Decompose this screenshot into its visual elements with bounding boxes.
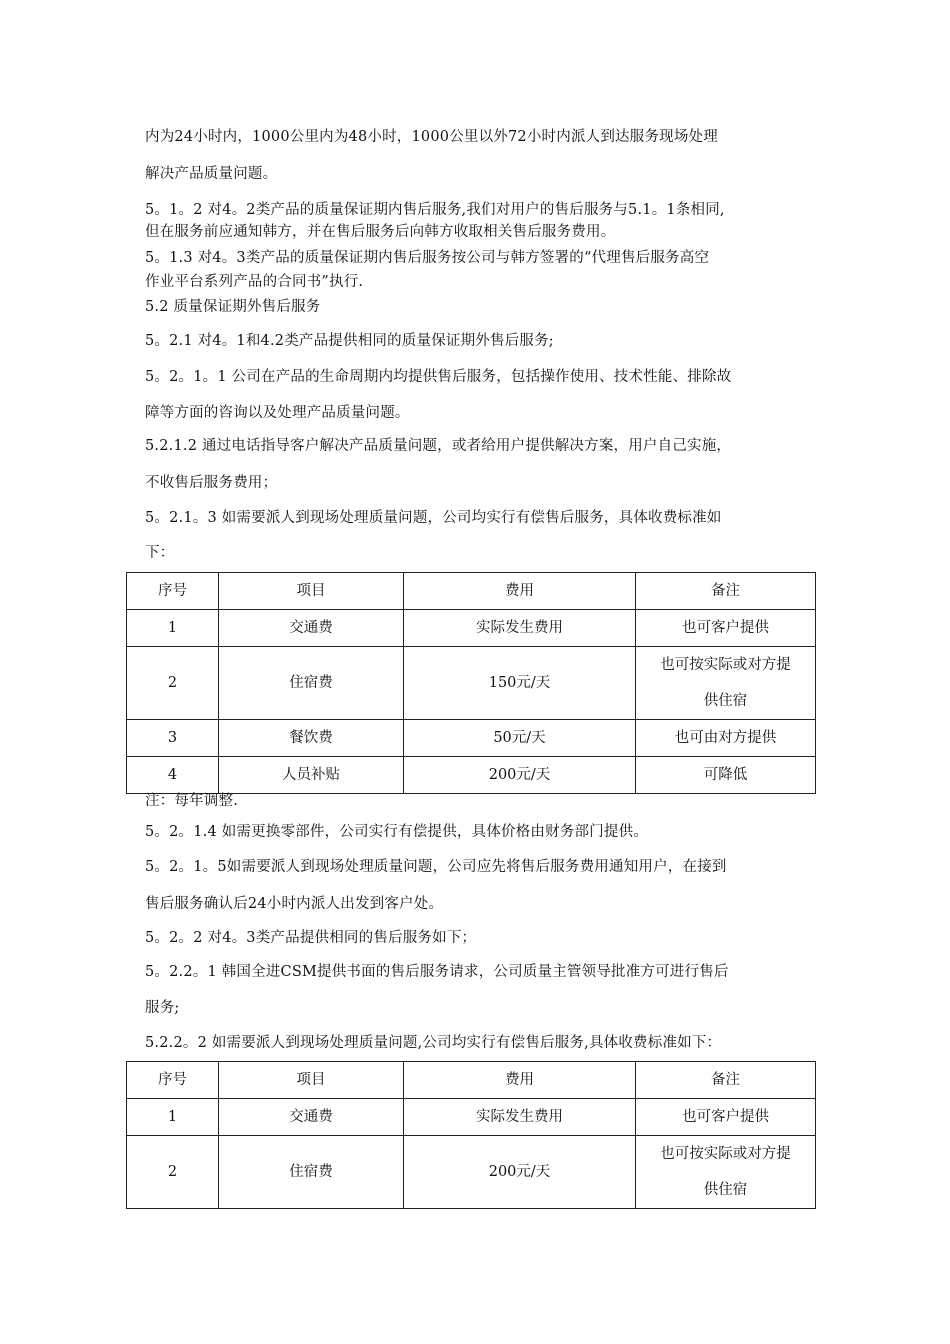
table-row xyxy=(127,720,816,757)
table-cell: 住宿费 xyxy=(219,647,404,720)
table-cell: 可降低 xyxy=(636,757,816,794)
table-header-cell: 费用 xyxy=(404,573,636,610)
fee-table-2 xyxy=(126,1061,816,1209)
table-row xyxy=(127,757,816,794)
note-line: 也可按实际或对方提 xyxy=(660,657,791,673)
table-header-cell: 费用 xyxy=(404,1062,636,1099)
text-line: 5。2.2。1 韩国全进CSM提供书面的售后服务请求，公司质量主管领导批准方可进行售后 xyxy=(145,964,729,980)
text-line: 5。2。1。1 公司在产品的生命周期内均提供售后服务，包括操作使用、技术性能、排除故 xyxy=(145,369,732,385)
table-cell-note xyxy=(636,647,816,720)
text-line: 服务; xyxy=(145,1000,180,1016)
table-header-cell: 备注 xyxy=(636,1062,816,1099)
table-cell: 3 xyxy=(127,720,219,757)
text-line: 障等方面的咨询以及处理产品质量问题。 xyxy=(145,405,410,421)
table-cell: 1 xyxy=(127,1099,219,1136)
table-row xyxy=(127,610,816,647)
table-cell: 150元/天 xyxy=(404,647,636,720)
table-row xyxy=(127,1099,816,1136)
text-line: 5。2.1 对4。1和4.2类产品提供相同的质量保证期外售后服务; xyxy=(145,333,554,349)
table-row xyxy=(127,647,816,720)
table-cell: 2 xyxy=(127,1136,219,1209)
table-note: 注：每年调整. xyxy=(145,793,239,809)
note-line: 供住宿 xyxy=(703,693,748,709)
fee-table-1 xyxy=(126,572,816,794)
note-line: 供住宿 xyxy=(703,1182,748,1198)
table-cell-note xyxy=(636,1136,816,1209)
table-cell: 人员补贴 xyxy=(219,757,404,794)
text-line: 解决产品质量问题。 xyxy=(145,166,278,182)
table-cell: 住宿费 xyxy=(219,1136,404,1209)
section-heading: 5.2 质量保证期外售后服务 xyxy=(145,299,321,315)
text-line: 5。2。2 对4。3类产品提供相同的售后服务如下； xyxy=(145,930,477,946)
note-line: 也可按实际或对方提 xyxy=(660,1146,791,1162)
text-line: 但在服务前应通知韩方，并在售后服务后向韩方收取相关售后服务费用。 xyxy=(145,224,616,240)
table-cell: 4 xyxy=(127,757,219,794)
text-line: 不收售后服务费用； xyxy=(145,475,278,491)
table-header-cell: 项目 xyxy=(219,1062,404,1099)
table-header-cell: 序号 xyxy=(127,1062,219,1099)
text-line: 下： xyxy=(145,545,175,561)
table-cell: 也可由对方提供 xyxy=(636,720,816,757)
text-line: 5。1。2 对4。2类产品的质量保证期内售后服务,我们对用户的售后服务与5.1。1条相同, xyxy=(145,202,725,218)
text-line: 5。2。1。5如需要派人到现场处理质量问题，公司应先将售后服务费用通知用户，在接到 xyxy=(145,859,727,875)
table-cell: 实际发生费用 xyxy=(404,1099,636,1136)
text-line: 内为24小时内，1000公里内为48小时，1000公里以外72小时内派人到达服务现场处理 xyxy=(145,129,718,145)
text-line: 作业平台系列产品的合同书”执行. xyxy=(145,274,364,290)
text-line: 5。1.3 对4。3类产品的质量保证期内售后服务按公司与韩方签署的“代理售后服务高空 xyxy=(145,250,710,266)
table-header-cell: 序号 xyxy=(127,573,219,610)
text-line: 5。2.1。3 如需要派人到现场处理质量问题，公司均实行有偿售后服务，具体收费标准如 xyxy=(145,510,722,526)
table-cell: 200元/天 xyxy=(404,1136,636,1209)
table-cell: 2 xyxy=(127,647,219,720)
table-header-cell: 备注 xyxy=(636,573,816,610)
table-cell: 交通费 xyxy=(219,610,404,647)
text-line: 5.2.2。2 如需要派人到现场处理质量问题,公司均实行有偿售后服务,具体收费标准如下： xyxy=(145,1035,722,1051)
table-cell: 1 xyxy=(127,610,219,647)
table-row xyxy=(127,1136,816,1209)
table-header-cell: 项目 xyxy=(219,573,404,610)
table-header-row xyxy=(127,573,816,610)
text-line: 售后服务确认后24小时内派人出发到客户处。 xyxy=(145,896,444,912)
text-line: 5。2。1.4 如需更换零部件，公司实行有偿提供，具体价格由财务部门提供。 xyxy=(145,824,649,840)
table-cell: 交通费 xyxy=(219,1099,404,1136)
table-cell: 也可客户提供 xyxy=(636,610,816,647)
table-cell: 餐饮费 xyxy=(219,720,404,757)
table-cell: 也可客户提供 xyxy=(636,1099,816,1136)
table-header-row xyxy=(127,1062,816,1099)
table-cell: 50元/天 xyxy=(404,720,636,757)
text-line: 5.2.1.2 通过电话指导客户解决产品质量问题，或者给用户提供解决方案，用户自己实施， xyxy=(145,438,732,454)
table-cell: 200元/天 xyxy=(404,757,636,794)
table-cell: 实际发生费用 xyxy=(404,610,636,647)
